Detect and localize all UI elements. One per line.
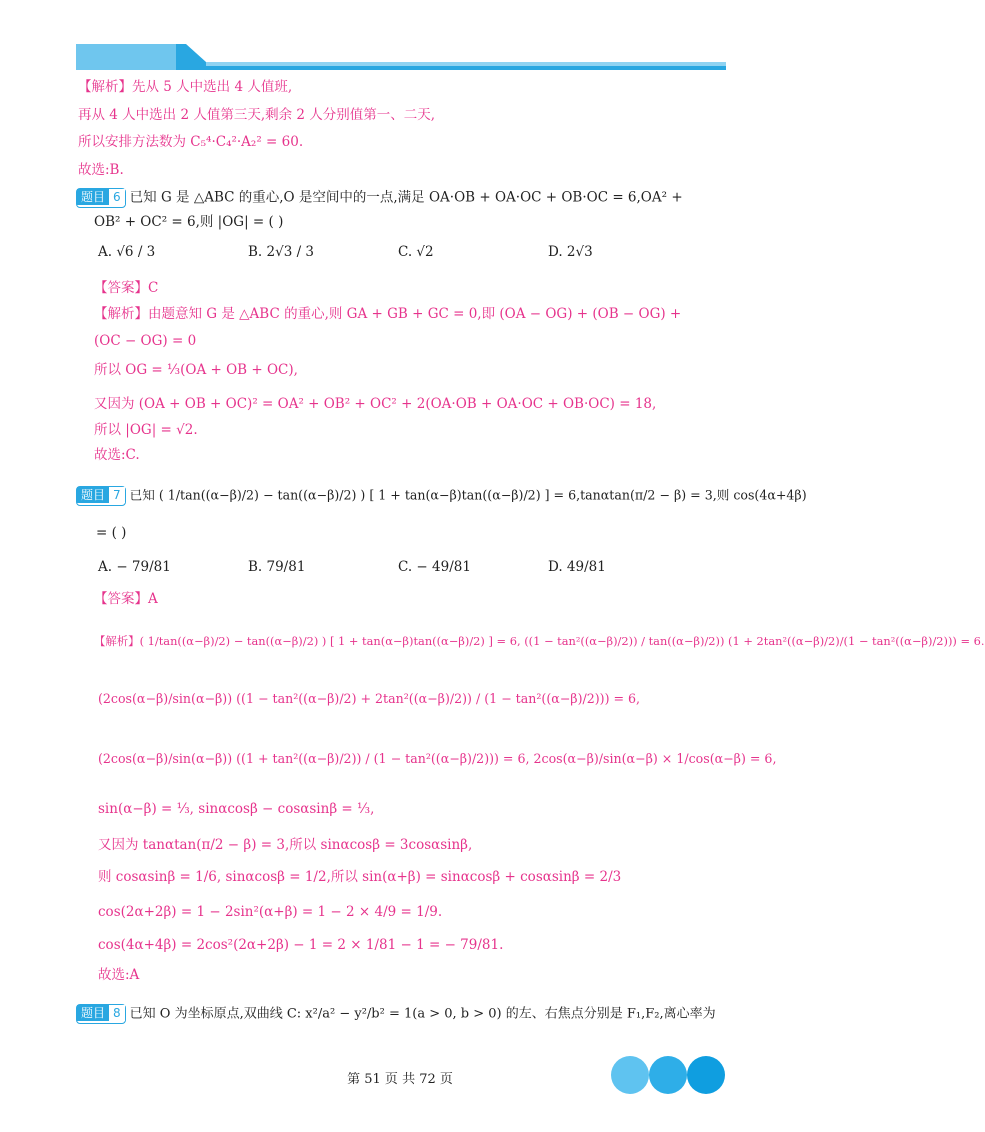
answer-6: 【答案】C bbox=[94, 280, 159, 296]
answer-7: 【答案】A bbox=[94, 591, 158, 607]
solution-7-line: 【解析】( 1/tan((α−β)/2) − tan((α−β)/2) ) [ 1 + tan(α−β)tan((α−β)/2) ] = 6, ((1 − tan²((α−β)/2)) / tan((α−β)/2)) (1 + 2tan²((α−β)/2)/(1 − tan²((α−β)/2))) = 6. bbox=[94, 634, 985, 648]
question-6-stem-cont: OB² + OC² = 6,则 |OG| = ( ) bbox=[94, 214, 284, 230]
decorative-circles bbox=[610, 1055, 726, 1095]
prev-solution-line: 【解析】先从 5 人中选出 4 人值班, bbox=[78, 79, 293, 95]
solution-7-line: sin(α−β) = ⅓, sinαcosβ − cosαsinβ = ⅓, bbox=[98, 801, 375, 817]
solution-6-line: 故选:C. bbox=[94, 447, 140, 463]
question-7-stem-cont: = ( ) bbox=[96, 525, 127, 541]
solution-6-line: 所以 OG = ⅓(OA + OB + OC), bbox=[94, 362, 298, 378]
prev-solution-line: 再从 4 人中选出 2 人值第三天,剩余 2 人分别值第一、二天, bbox=[78, 107, 436, 123]
option-d: D. 49/81 bbox=[548, 559, 606, 575]
solution-7-line: (2cos(α−β)/sin(α−β)) ((1 + tan²((α−β)/2)) / (1 − tan²((α−β)/2))) = 6, 2cos(α−β)/sin(α−β) × 1/cos(α−β) = 6, bbox=[98, 751, 777, 766]
option-c: C. − 49/81 bbox=[398, 559, 471, 575]
prev-solution-line: 所以安排方法数为 C₅⁴·C₄²·A₂² = 60. bbox=[78, 134, 304, 150]
solution-7-line: 则 cosαsinβ = 1/6, sinαcosβ = 1/2,所以 sin(α+β) = sinαcosβ + cosαsinβ = 2/3 bbox=[98, 869, 622, 885]
page-footer: 第 51 页 共 72 页 bbox=[347, 1072, 453, 1087]
option-b: B. 79/81 bbox=[248, 559, 306, 575]
solution-6-line: 【解析】由题意知 G 是 △ABC 的重心,则 GA + GB + GC = 0,即 (OA − OG) + (OB − OG) + bbox=[94, 306, 682, 322]
question-8-stem: 题目 8 已知 O 为坐标原点,双曲线 C: x²/a² − y²/b² = 1(a > 0, b > 0) 的左、右焦点分别是 F₁,F₂,离心率为 bbox=[76, 1004, 716, 1024]
solution-7-line: 故选:A bbox=[98, 967, 140, 983]
question-6-stem: 题目 6 已知 G 是 △ABC 的重心,O 是空间中的一点,满足 OA·OB + OA·OC + OB·OC = 6,OA² + bbox=[76, 188, 683, 208]
solution-6-line: (OC − OG) = 0 bbox=[94, 333, 197, 349]
solution-7-line: cos(4α+4β) = 2cos²(2α+2β) − 1 = 2 × 1/81 − 1 = − 79/81. bbox=[98, 937, 504, 953]
solution-6-line: 所以 |OG| = √2. bbox=[94, 422, 198, 438]
question-tag: 题目 6 bbox=[76, 188, 126, 208]
header-bar bbox=[76, 44, 726, 74]
solution-6-line: 又因为 (OA + OB + OC)² = OA² + OB² + OC² + 2(OA·OB + OA·OC + OB·OC) = 18, bbox=[94, 396, 657, 412]
question-tag: 题目 8 bbox=[76, 1004, 126, 1024]
solution-7-line: cos(2α+2β) = 1 − 2sin²(α+β) = 1 − 2 × 4/9 = 1/9. bbox=[98, 904, 443, 920]
option-c: C. √2 bbox=[398, 244, 434, 260]
option-a: A. √6 / 3 bbox=[98, 244, 156, 260]
option-d: D. 2√3 bbox=[548, 244, 593, 260]
solution-7-line: 又因为 tanαtan(π/2 − β) = 3,所以 sinαcosβ = 3cosαsinβ, bbox=[98, 837, 473, 853]
solution-7-line: (2cos(α−β)/sin(α−β)) ((1 − tan²((α−β)/2) + 2tan²((α−β)/2)) / (1 − tan²((α−β)/2))) = 6, bbox=[98, 691, 641, 706]
option-a: A. − 79/81 bbox=[98, 559, 171, 575]
option-b: B. 2√3 / 3 bbox=[248, 244, 315, 260]
question-7-stem: 题目 7 已知 ( 1/tan((α−β)/2) − tan((α−β)/2) ) [ 1 + tan(α−β)tan((α−β)/2) ] = 6,tanαtan(π/2 − β) = 3,则 cos(4α+4β) bbox=[76, 486, 807, 506]
prev-solution-line: 故选:B. bbox=[78, 162, 124, 178]
question-tag: 题目 7 bbox=[76, 486, 126, 506]
